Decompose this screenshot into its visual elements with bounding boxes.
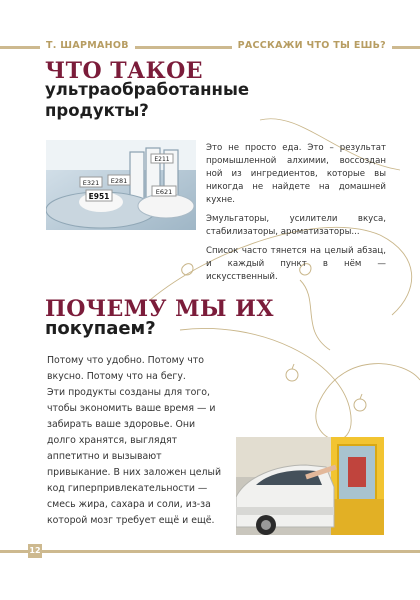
section1-title-line3: продукты? <box>45 101 149 120</box>
section2-line: Потому что удобно. Потому что <box>47 355 204 366</box>
section2-line: которой мозг требует ещё и ещё. <box>47 515 215 526</box>
section1-title-line1: ЧТО ТАКОЕ <box>45 58 204 84</box>
section1-paragraph: Список часто тянется на целый абзац, и каждый пункт в нём — искусственный. <box>206 246 386 282</box>
section2-title-line2: покупаем? <box>45 318 156 339</box>
section1-title-line2: ультраобработанные <box>45 80 250 99</box>
page-number: 12 <box>28 544 42 558</box>
header-book-title: РАССКАЖИ ЧТО ТЫ ЕШЬ? <box>232 38 392 54</box>
section2-line: забирать ваше здоровье. Они <box>47 419 196 430</box>
label-e321: E321 <box>82 179 100 187</box>
label-e281: E281 <box>110 177 128 185</box>
label-e951: E951 <box>88 192 110 201</box>
section2-line: вкусно. Потому что на бегу. <box>47 371 186 382</box>
section2-line: Эти продукты созданы для того, <box>47 387 210 398</box>
label-e621: E621 <box>155 188 173 196</box>
label-e211: E211 <box>154 156 170 163</box>
section2-line: чтобы экономить ваше время — и <box>47 403 216 414</box>
section2-line: аппетитно и вызывают <box>47 451 162 462</box>
section1-paragraph: Это не просто еда. Это – результат промышленной алхимии, воссоздан ной из ингредиентов, которые вы никогда не найдете на домашней кухне. <box>206 143 386 205</box>
fruit-icon <box>354 394 366 411</box>
lab-samples-image <box>46 140 196 230</box>
section1-body <box>206 142 386 290</box>
section1-paragraph: Эмульгаторы, усилители вкуса, стабилизаторы, ароматизаторы... <box>206 214 386 237</box>
section2-title-line1: ПОЧЕМУ МЫ ИХ <box>45 296 274 322</box>
section2-line: привыкание. В них заложен целый <box>47 467 222 478</box>
fruit-icon <box>286 364 298 381</box>
footer-rule <box>0 550 420 553</box>
section2-line: смесь жира, сахара и соли, из-за <box>47 499 211 510</box>
drive-through-image <box>236 437 384 535</box>
section2-body <box>47 353 252 529</box>
header-author: Т. ШАРМАНОВ <box>40 38 135 54</box>
leaf-icon <box>182 264 193 275</box>
section2-line: код гиперпривлекательности — <box>47 483 208 494</box>
section2-line: долго хранятся, выглядят <box>47 435 178 446</box>
